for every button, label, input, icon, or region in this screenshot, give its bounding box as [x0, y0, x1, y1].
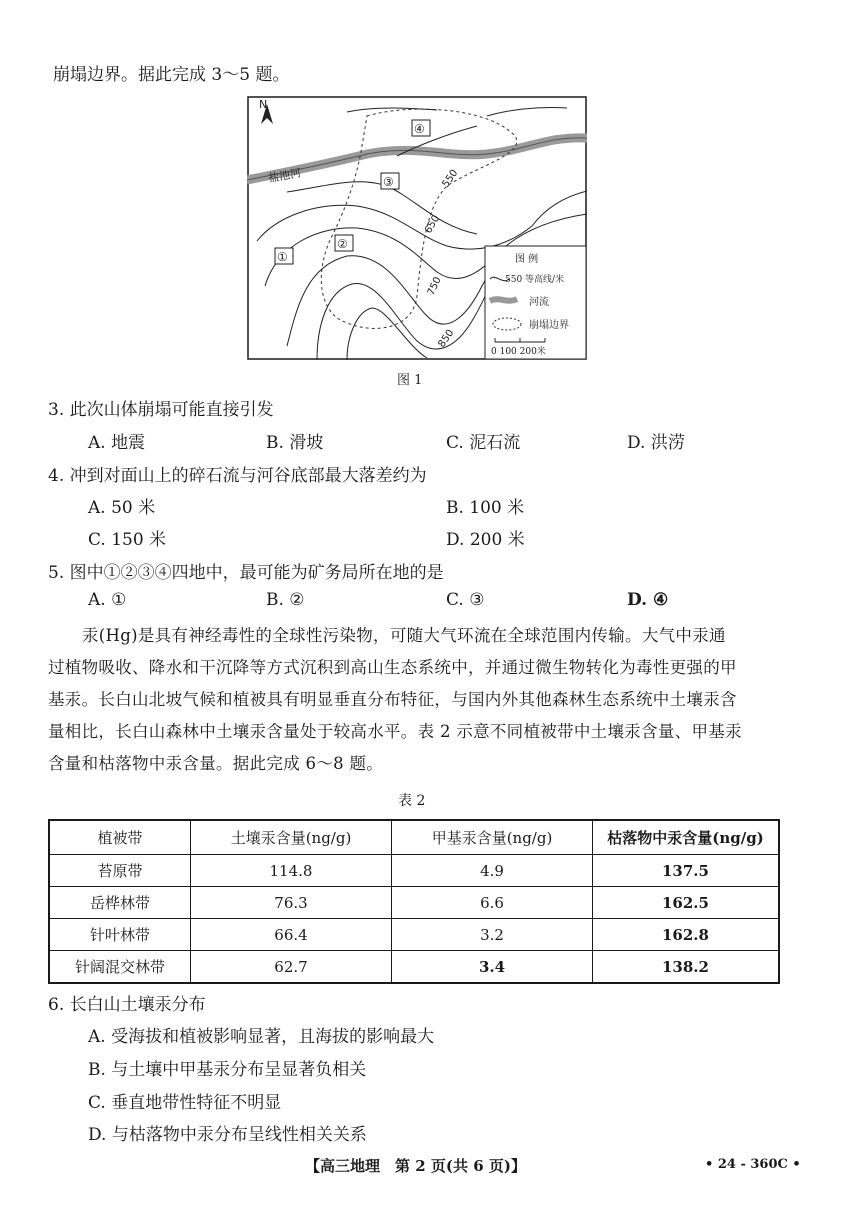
table-row — [49, 887, 779, 919]
table-row — [49, 919, 779, 951]
passage-line-2: 过植物吸收、降水和干沉降等方式沉积到高山生态系统中，并通过微生物转化为毒性更强的甲 — [48, 658, 737, 677]
table-header: 土壤汞含量(ng/g) — [191, 820, 392, 855]
table-cell: 3.4 — [392, 951, 593, 984]
table-row — [49, 951, 779, 984]
table-cell: 162.5 — [593, 887, 780, 919]
north-label: N — [259, 98, 268, 111]
table-cell: 4.9 — [392, 855, 593, 887]
table-cell: 针叶林带 — [49, 919, 191, 951]
q5-option-d[interactable]: D. ④ — [627, 590, 669, 610]
legend-river: 河流 — [529, 297, 549, 308]
contour-label-650: 650 — [423, 213, 443, 236]
q5-option-c[interactable]: C. ③ — [446, 590, 485, 610]
figure-caption: 图 1 — [397, 373, 423, 388]
table-cell: 6.6 — [392, 887, 593, 919]
svg-text:③: ③ — [383, 175, 394, 189]
table-row — [49, 855, 779, 887]
table-cell: 66.4 — [191, 919, 392, 951]
table-header: 甲基汞含量(ng/g) — [392, 820, 593, 855]
data-table — [48, 819, 780, 984]
legend-river-icon — [490, 299, 517, 301]
passage-line-1: 汞(Hg)是具有神经毒性的全球性污染物，可随大气环流在全球范围内传输。大气中汞通 — [82, 626, 726, 645]
svg-text:②: ② — [337, 237, 348, 251]
table-cell: 114.8 — [191, 855, 392, 887]
figure-1-map — [247, 96, 587, 360]
exam-code: • 24 - 360C • — [705, 1157, 801, 1172]
q6-option-a[interactable]: A. 受海拔和植被影响显著，且海拔的影响最大 — [88, 1027, 435, 1047]
q5-option-a[interactable]: A. ① — [88, 590, 127, 610]
table-title: 表 2 — [398, 793, 426, 809]
scale-label: 0 100 200米 — [491, 347, 546, 357]
table-header: 枯落物中汞含量(ng/g) — [593, 820, 780, 855]
site-2 — [335, 235, 353, 251]
q4-option-d[interactable]: D. 200 米 — [446, 530, 525, 550]
contour-label-750: 750 — [425, 275, 444, 298]
contour-label-850: 850 — [436, 327, 457, 350]
svg-text:①: ① — [277, 250, 288, 264]
passage-line-3: 基汞。长白山北坡气候和植被具有明显垂直分布特征，与国内外其他森林生态系统中土壤汞含 — [48, 690, 737, 709]
passage-line-5: 含量和枯落物中汞含量。据此完成 6～8 题。 — [48, 754, 384, 773]
table-cell: 岳桦林带 — [49, 887, 191, 919]
table-cell: 苔原带 — [49, 855, 191, 887]
table-cell: 3.2 — [392, 919, 593, 951]
table-header-row — [49, 820, 779, 855]
table-cell: 针阔混交林带 — [49, 951, 191, 984]
legend-contour: 550 等高线/米 — [505, 275, 565, 285]
page-footer: 【高三地理 第 2 页(共 6 页)】 — [305, 1157, 526, 1175]
passage-line-4: 量相比，长白山森林中土壤汞含量处于较高水平。表 2 示意不同植被带中土壤汞含量、甲基汞 — [48, 722, 742, 741]
question-5-stem: 5. 图中①②③④四地中，最可能为矿务局所在地的是 — [48, 563, 444, 583]
q6-option-b[interactable]: B. 与土壤中甲基汞分布呈显著负相关 — [88, 1060, 367, 1080]
q5-option-b[interactable]: B. ② — [266, 590, 305, 610]
q4-option-c[interactable]: C. 150 米 — [88, 530, 167, 550]
contour-label-550: 550 — [440, 167, 461, 190]
legend — [485, 246, 586, 359]
table-cell: 62.7 — [191, 951, 392, 984]
intro-line: 崩塌边界。据此完成 3～5 题。 — [53, 65, 290, 85]
q4-option-b[interactable]: B. 100 米 — [446, 498, 525, 518]
q6-option-c[interactable]: C. 垂直地带性特征不明显 — [88, 1093, 282, 1113]
q3-option-c[interactable]: C. 泥石流 — [446, 433, 521, 453]
site-4 — [412, 120, 430, 136]
legend-collapse: 崩塌边界 — [529, 320, 569, 331]
svg-text:④: ④ — [414, 122, 425, 136]
question-4-stem: 4. 冲到对面山上的碎石流与河谷底部最大落差约为 — [48, 466, 427, 486]
question-3-stem: 3. 此次山体崩塌可能直接引发 — [48, 400, 274, 420]
question-6-stem: 6. 长白山土壤汞分布 — [48, 995, 206, 1015]
table-header: 植被带 — [49, 820, 191, 855]
site-3 — [381, 173, 399, 189]
table-cell: 138.2 — [593, 951, 780, 984]
q4-option-a[interactable]: A. 50 米 — [88, 498, 156, 518]
table-cell: 137.5 — [593, 855, 780, 887]
table-cell: 76.3 — [191, 887, 392, 919]
q6-option-d[interactable]: D. 与枯落物中汞分布呈线性相关关系 — [88, 1125, 367, 1145]
site-1 — [275, 248, 293, 264]
river-label: 盐池河 — [267, 166, 303, 185]
table-cell: 162.8 — [593, 919, 780, 951]
q3-option-b[interactable]: B. 滑坡 — [266, 433, 324, 453]
legend-title: 图 例 — [515, 254, 539, 265]
q3-option-d[interactable]: D. 洪涝 — [627, 433, 685, 453]
q3-option-a[interactable]: A. 地震 — [88, 433, 146, 453]
